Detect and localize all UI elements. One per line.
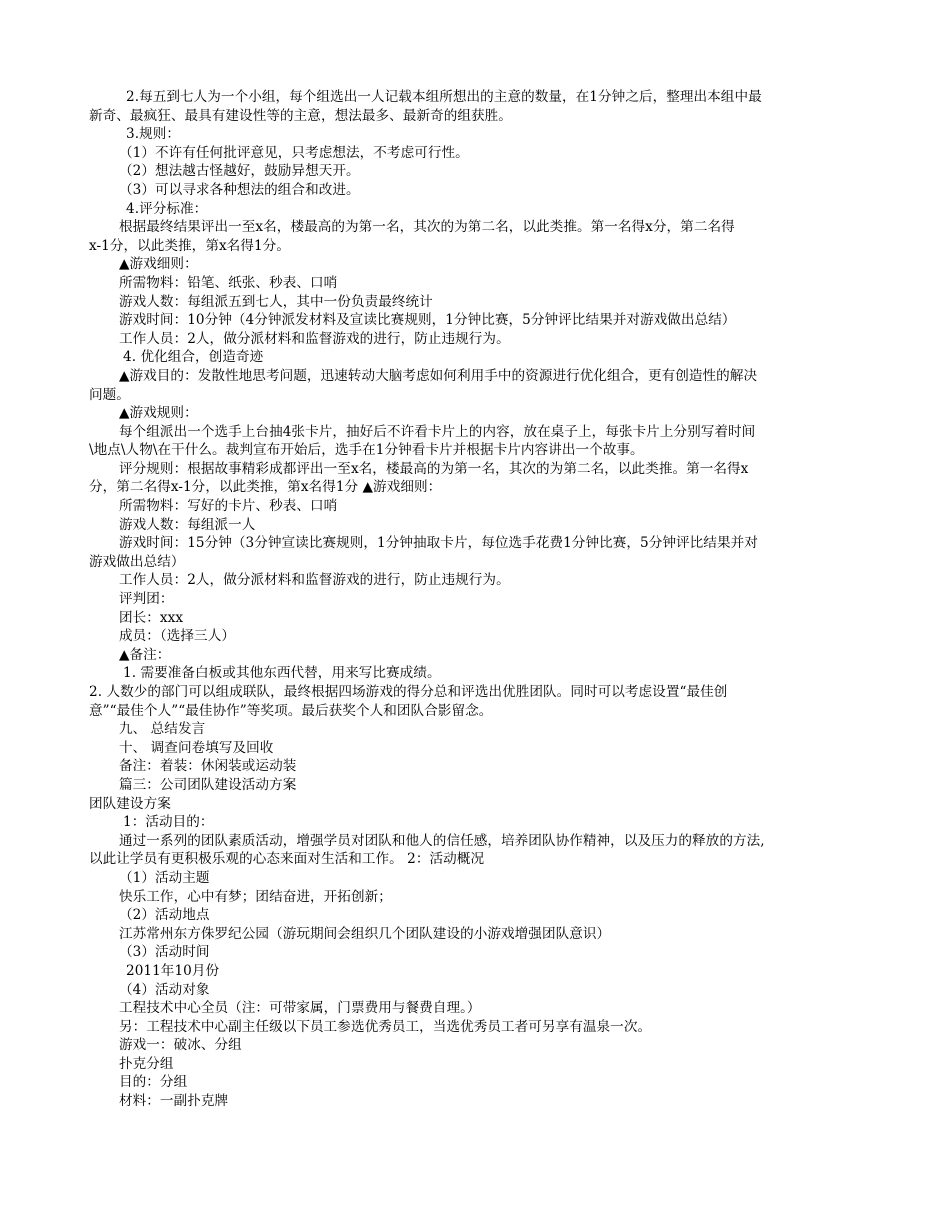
- text-line: 2011年10月份: [126, 962, 220, 979]
- text-line: （2）想法越古怪越好，鼓励异想天开。: [119, 163, 360, 180]
- text-line: ▲游戏目的：发散性地思考问题，迅速转动大脑考虑如何利用手中的资源进行优化组合，更有创造性的解决: [119, 367, 758, 384]
- text-line: 团长：xxx: [119, 609, 184, 626]
- text-line: 工作人员：2人，做分派材料和监督游戏的进行，防止违规行为。: [119, 572, 510, 589]
- text-line: 评分规则：根据故事精彩成都评出一至x名，楼最高的为第一名，其次的为第二名，以此类推。第一名得x: [119, 460, 749, 477]
- text-line: ▲备注：: [119, 646, 171, 663]
- text-line: （2）活动地点: [119, 907, 210, 924]
- text-line: （1）不许有任何批评意见，只考虑想法，不考虑可行性。: [119, 144, 469, 161]
- text-line: x-1分，以此类推，第x名得1分。: [89, 237, 290, 254]
- text-line: 游戏人数：每组派五到七人，其中一份负责最终统计: [119, 293, 433, 310]
- text-line: 成员：（选择三人）: [119, 628, 235, 645]
- text-line: 游戏时间：10分钟（4分钟派发材料及宣读比赛规则，1分钟比赛，5分钟评比结果并对游戏做出总结）: [119, 312, 736, 329]
- text-line: （3）活动时间: [119, 944, 210, 961]
- text-line: 4. 优化组合，创造奇迹: [123, 349, 264, 366]
- text-line: 游戏人数：每组派一人: [119, 516, 256, 533]
- text-line: ▲游戏规则：: [119, 405, 198, 422]
- text-line: ▲游戏细则：: [119, 256, 198, 273]
- text-line: 九、 总结发言: [119, 721, 206, 738]
- text-line: 游戏一：破冰、分组: [119, 1037, 242, 1054]
- text-line: 篇三：公司团队建设活动方案: [119, 776, 297, 793]
- text-line: \地点\人物\在干什么。裁判宣布开始后，选手在1分钟看卡片并根据卡片内容讲出一个故事。: [89, 442, 644, 459]
- text-line: 江苏常州东方侏罗纪公园（游玩期间会组织几个团队建设的小游戏增强团队意识）: [119, 925, 611, 942]
- text-line: 每个组派出一个选手上台抽4张卡片，抽好后不许看卡片上的内容，放在桌子上，每张卡片上分别写着时间: [119, 423, 756, 440]
- text-line: 2. 人数少的部门可以组成联队，最终根据四场游戏的得分总和评选出优胜团队。同时可以考虑设置“最佳创: [89, 684, 728, 700]
- text-line: 工作人员：2人，做分派材料和监督游戏的进行，防止违规行为。: [119, 330, 510, 347]
- text-line: 以此让学员有更积极乐观的心态来面对生活和工作。 2：活动概况: [89, 851, 485, 868]
- text-line: 新奇、最疯狂、最具有建设性等的主意，想法最多、最新奇的组获胜。: [89, 107, 512, 124]
- text-line: 工程技术中心全员（注：可带家属，门票费用与餐费自理。）: [119, 1000, 481, 1017]
- text-line: 材料：一副扑克牌: [119, 1093, 229, 1110]
- text-line: （1）活动主题: [119, 869, 210, 886]
- text-line: 另：工程技术中心副主任级以下员工参选优秀员工，当选优秀员工者可另享有温泉一次。: [119, 1018, 652, 1035]
- text-line: 快乐工作，心中有梦；团结奋进，开拓创新；: [119, 888, 392, 905]
- text-line: 游戏时间：15分钟（3分钟宣读比赛规则，1分钟抽取卡片，每位选手花费1分钟比赛，5分钟评比结果并对: [119, 535, 758, 552]
- text-line: 3.规则：: [126, 126, 181, 143]
- text-line: 所需物料：铅笔、纸张、秒表、口哨: [119, 274, 338, 291]
- text-line: 分，第二名得x-1分，以此类推，第x名得1分 ▲游戏细则：: [89, 479, 442, 496]
- text-line: 4.评分标准：: [126, 200, 208, 217]
- text-line: 评判团：: [119, 591, 174, 608]
- text-line: 团队建设方案: [89, 795, 171, 812]
- text-line: 1：活动目的：: [123, 814, 214, 831]
- text-line: 1. 需要准备白板或其他东西代替，用来写比赛成绩。: [123, 665, 441, 682]
- text-line: 备注：着装：休闲装或运动装: [119, 758, 297, 775]
- text-line: 游戏做出总结）: [89, 553, 185, 570]
- text-line: （3）可以寻求各种想法的组合和改进。: [119, 181, 360, 198]
- text-line: （4）活动对象: [119, 981, 210, 998]
- text-line: 扑克分组: [119, 1055, 174, 1072]
- text-line: 2.每五到七人为一个小组，每个组选出一人记载本组所想出的主意的数量，在1分钟之后，整理出本组中最: [126, 89, 762, 105]
- text-line: 十、 调查问卷填写及回收: [119, 739, 274, 756]
- document-body: [89, 88, 869, 1111]
- text-line: 通过一系列的团队素质活动，增强学员对团队和他人的信任感，培养团队协作精神，以及压力的释放的方法,: [119, 832, 765, 849]
- text-line: 问题。: [89, 386, 130, 403]
- text-line: 所需物料：写好的卡片、秒表、口哨: [119, 498, 338, 515]
- text-line: 目的：分组: [119, 1074, 188, 1091]
- text-line: 意”“最佳个人”“最佳协作”等奖项。最后获奖个人和团队合影留念。: [89, 702, 493, 719]
- text-line: 根据最终结果评出一至x名，楼最高的为第一名，其次的为第二名，以此类推。第一名得x分，第二名得: [119, 219, 735, 236]
